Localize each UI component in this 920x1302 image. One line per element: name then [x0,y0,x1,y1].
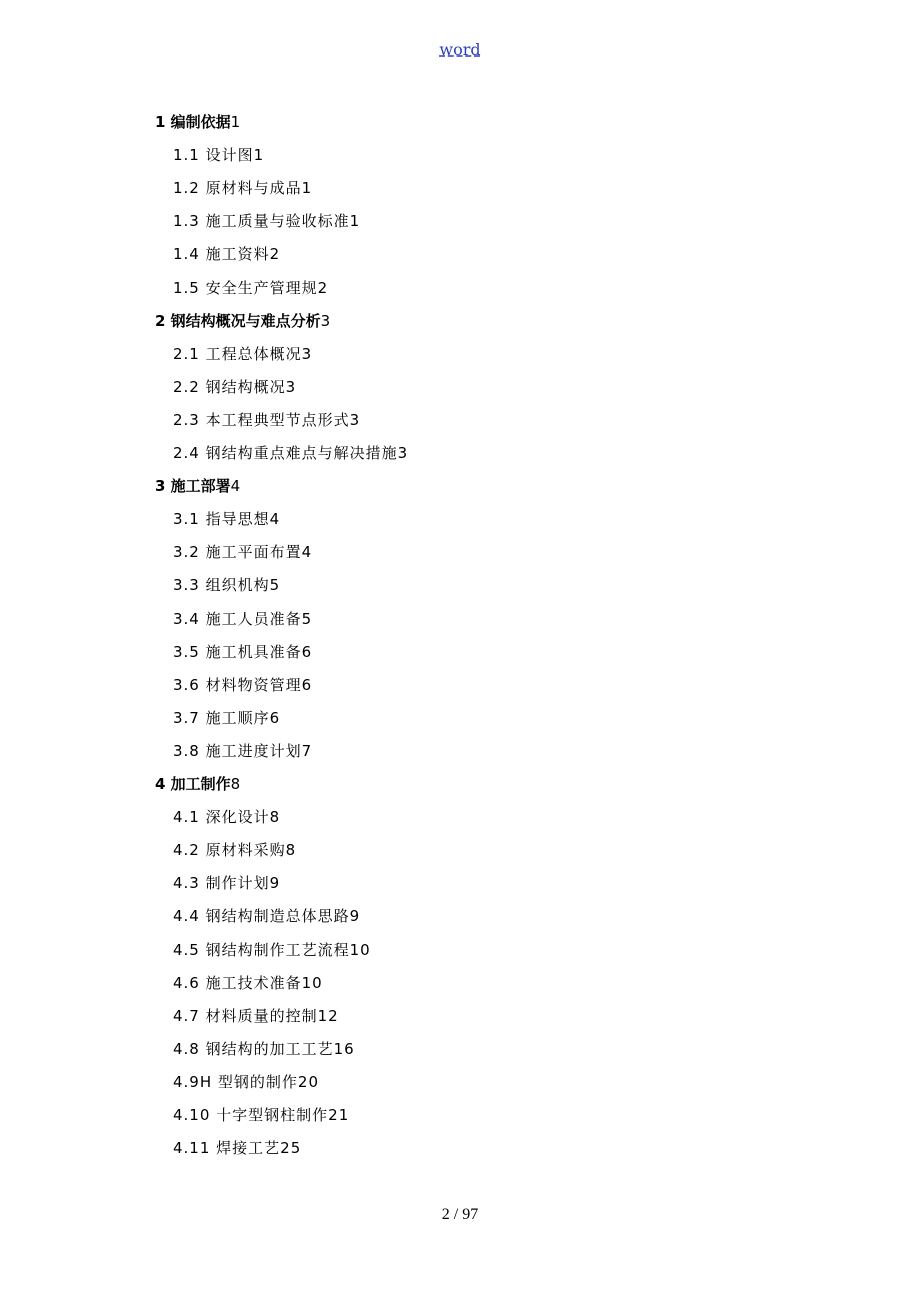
toc-section-entry[interactable] [173,871,280,895]
toc-entry-page-number: 20 [297,1072,319,1091]
toc-entry-page-number: 8 [230,775,241,793]
toc-entry-title: 3.6 材料物资管理 [173,675,302,694]
toc-entry-page-number: 4 [269,510,281,529]
toc-entry-page-number: 10 [349,940,371,959]
toc-chapter-entry[interactable] [155,309,330,333]
toc-entry-title: 2.3 本工程典型节点形式 [173,410,350,429]
toc-entry-title: 1.1 设计图 [173,146,254,165]
toc-entry-page-number: 3 [301,344,313,363]
toc-section-entry[interactable] [173,408,360,432]
toc-entry-page-number: 4 [301,543,313,562]
toc-section-entry[interactable] [173,805,280,829]
toc-entry-title: 4.2 原材料采购 [173,841,286,860]
toc-entry-title: 3.7 施工顺序 [173,708,270,727]
toc-section-entry[interactable] [173,441,408,465]
toc-entry-title: 1.2 原材料与成品 [173,179,302,198]
header-word-link[interactable]: word [439,40,481,59]
toc-entry-title: 2 钢结构概况与难点分析 [155,311,321,330]
toc-entry-title: 4.11 焊接工艺 [173,1139,281,1158]
toc-entry-page-number: 3 [320,311,331,330]
toc-entry-page-number: 1 [301,179,313,198]
toc-entry-title: 4.10 十字型钢柱制作 [173,1106,329,1124]
toc-entry-title: 1.3 施工质量与验收标准 [173,212,350,231]
toc-section-entry[interactable] [173,838,296,862]
toc-section-entry[interactable] [173,971,323,995]
toc-entry-title: 2.4 钢结构重点难点与解决措施 [173,444,398,462]
page-number-footer: 2 / 97 [441,1206,479,1223]
toc-entry-page-number: 12 [317,1006,339,1025]
toc-section-entry[interactable] [173,1136,301,1160]
toc-section-entry[interactable] [173,607,312,631]
toc-entry-page-number: 3 [397,444,409,462]
toc-entry-title: 4.5 钢结构制作工艺流程 [173,940,350,959]
toc-entry-title: 4.6 施工技术准备 [173,973,302,992]
toc-entry-title: 3.4 施工人员准备 [173,609,302,628]
toc-entry-page-number: 21 [328,1106,350,1124]
toc-section-entry[interactable] [173,507,280,531]
toc-entry-title: 4.3 制作计划 [173,874,270,893]
toc-entry-title: 3.2 施工平面布置 [173,543,302,562]
toc-entry-title: 1.4 施工资料 [173,245,270,264]
toc-entry-page-number: 25 [280,1139,302,1158]
toc-entry-page-number: 1 [253,146,265,165]
toc-entry-page-number: 2 [317,278,329,297]
toc-entry-title: 1 编制依据 [155,113,231,131]
toc-entry-page-number: 3 [285,377,297,396]
toc-entry-page-number: 5 [301,609,313,628]
toc-section-entry[interactable] [173,573,280,597]
toc-section-entry[interactable] [173,904,360,928]
toc-entry-page-number: 1 [349,212,361,231]
toc-entry-title: 1.5 安全生产管理规 [173,278,318,297]
toc-entry-title: 4.1 深化设计 [173,808,270,827]
toc-entry-title: 3 施工部署 [155,477,231,496]
toc-entry-page-number: 10 [301,973,323,992]
toc-entry-title: 4.8 钢结构的加工工艺 [173,1039,334,1058]
toc-section-entry[interactable] [173,640,312,664]
toc-section-entry[interactable] [173,375,296,399]
toc-section-entry[interactable] [173,176,312,200]
toc-section-entry[interactable] [173,242,280,266]
toc-entry-title: 4 加工制作 [155,775,231,793]
toc-section-entry[interactable] [173,540,312,564]
toc-section-entry[interactable] [173,342,312,366]
toc-entry-page-number: 2 [269,245,281,264]
toc-entry-title: 4.7 材料质量的控制 [173,1006,318,1025]
toc-entry-page-number: 9 [269,874,281,893]
toc-section-entry[interactable] [173,143,264,167]
toc-entry-title: 3.1 指导思想 [173,510,270,529]
toc-section-entry[interactable] [173,938,371,962]
toc-entry-page-number: 6 [301,642,313,661]
toc-entry-page-number: 6 [269,708,281,727]
toc-section-entry[interactable] [173,706,280,730]
toc-section-entry[interactable] [173,1070,319,1094]
toc-chapter-entry[interactable] [155,772,240,796]
toc-entry-page-number: 16 [333,1039,355,1058]
toc-entry-title: 3.3 组织机构 [173,576,270,595]
toc-entry-page-number: 7 [301,741,313,760]
toc-section-entry[interactable] [173,276,328,300]
toc-entry-page-number: 9 [349,907,361,926]
toc-entry-page-number: 1 [230,113,241,131]
toc-entry-title: 4.9H 型钢的制作 [173,1072,298,1091]
toc-entry-title: 4.4 钢结构制造总体思路 [173,907,350,926]
toc-entry-page-number: 4 [230,477,241,496]
toc-entry-title: 3.8 施工进度计划 [173,741,302,760]
toc-entry-title: 2.2 钢结构概况 [173,377,286,396]
toc-section-entry[interactable] [173,739,312,763]
toc-section-entry[interactable] [173,1004,339,1028]
toc-entry-page-number: 3 [349,410,361,429]
toc-entry-page-number: 6 [301,675,313,694]
toc-entry-page-number: 8 [285,841,297,860]
toc-chapter-entry[interactable] [155,474,240,498]
toc-entry-page-number: 8 [269,808,281,827]
toc-section-entry[interactable] [173,1037,355,1061]
toc-entry-page-number: 5 [269,576,281,595]
toc-chapter-entry[interactable] [155,110,240,134]
toc-section-entry[interactable] [173,1103,349,1127]
toc-entry-title: 2.1 工程总体概况 [173,344,302,363]
toc-section-entry[interactable] [173,209,360,233]
toc-section-entry[interactable] [173,673,312,697]
page-header [0,40,920,59]
toc-entry-title: 3.5 施工机具准备 [173,642,302,661]
